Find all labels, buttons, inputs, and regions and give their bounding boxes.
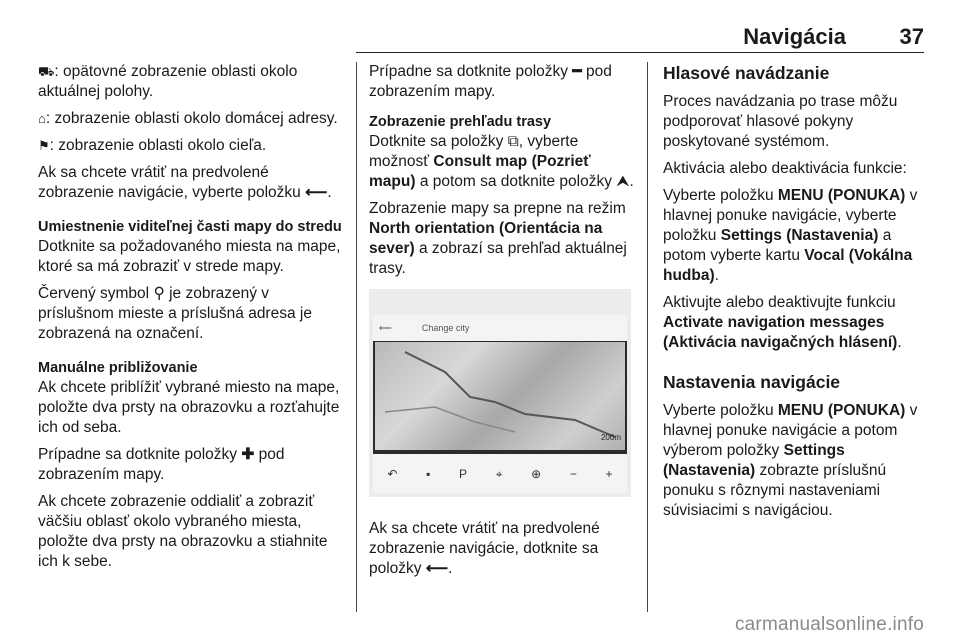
vehicle-icon: ⛟ <box>38 64 55 79</box>
home-icon: ⌂ <box>38 111 46 126</box>
page-title: Navigácia <box>743 24 846 49</box>
minus-icon: ━ <box>572 63 582 80</box>
paragraph: Prípadne sa dotknite položky ✚ pod zobrazením mapy. <box>38 446 285 483</box>
paragraph: Aktivácia alebo deaktivácia funkcie: <box>663 160 907 177</box>
subheading: Umiestnenie viditeľnej časti mapy do stredu <box>38 219 342 235</box>
center-icon: ⊕ <box>531 466 542 481</box>
subheading: Manuálne približovanie <box>38 360 198 376</box>
map-top-label: Change city <box>421 323 470 333</box>
zoom-out-icon: − <box>569 466 577 481</box>
column-1 <box>38 62 344 579</box>
flag-icon: ⚑ <box>38 138 50 153</box>
page-header <box>356 24 924 53</box>
paragraph: Ak chcete priblížiť vybrané miesto na mape, položte dva prsty na obrazovku a rozťahujte ich od seba. <box>38 379 340 436</box>
column-2 <box>369 62 635 586</box>
watermark: carmanualsonline.info <box>734 614 924 635</box>
back-arrow-icon: ⟵ <box>305 184 328 201</box>
paragraph: ⛟: opätovné zobrazenie oblasti okolo aktuálnej polohy. <box>38 63 298 100</box>
zoom-in-icon: + <box>605 466 613 481</box>
back-arrow-icon: ⟵ <box>425 560 449 577</box>
scale-label: 200m <box>600 433 621 442</box>
paragraph: Červený symbol ⚲ je zobrazený v príslušnom mieste a príslušná adresa je zobrazená na označení. <box>38 285 312 342</box>
paragraph: Vyberte položku MENU (PONUKA) v hlavnej ponuke navigácie a potom výberom položky Settings (Nastavenia) zobrazte príslušnú ponuku s rôznymi nastaveniami súvisiacimi s navigáciou. <box>663 402 918 519</box>
column-divider <box>356 62 357 612</box>
back-arrow-icon: ⟵ <box>379 323 392 333</box>
layers-icon: ▪ <box>426 466 431 481</box>
paragraph: Vyberte položku MENU (PONUKA) v hlavnej ponuke navigácie, vyberte položku Settings (Nastavenia) a potom vyberte kartu Vocal (Vokálna hudba). <box>663 187 918 284</box>
paragraph: Ak sa chcete vrátiť na predvolené zobrazenie navigácie, dotknite sa položky ⟵. <box>369 520 600 577</box>
paragraph: ⚑: zobrazenie oblasti okolo cieľa. <box>38 137 267 154</box>
section-heading: Nastavenia navigácie <box>663 372 841 392</box>
map-options-icon: ⧉ <box>507 133 519 150</box>
map-top-bar <box>373 315 627 341</box>
column-3 <box>663 62 928 528</box>
section-heading: Hlasové navádzanie <box>663 63 830 83</box>
map-view <box>375 342 625 450</box>
map-bottom-bar <box>373 454 627 493</box>
paragraph: Ak sa chcete vrátiť na predvolené zobrazenie navigácie, vyberte položku ⟵. <box>38 164 332 201</box>
paragraph: Aktivujte alebo deaktivujte funkciu Activate navigation messages (Aktivácia navigačných hlásení). <box>663 294 902 351</box>
plus-icon: ✚ <box>241 446 255 463</box>
route-icon: ↶ <box>387 466 398 481</box>
paragraph: Proces navádzania po trase môžu podporovať hlasové pokyny poskytované systémom. <box>663 93 898 150</box>
paragraph: ⌂: zobrazenie oblasti okolo domácej adresy. <box>38 110 338 127</box>
page-number: 37 <box>899 24 924 49</box>
poi-icon: ⌖ <box>495 466 503 481</box>
paragraph: Ak chcete zobrazenie oddialiť a zobraziť väčšiu oblasť okolo vybraného miesta, položte dva prsty na obrazovku a stiahnite ich k sebe. <box>38 493 328 570</box>
paragraph: Zobrazenie mapy sa prepne na režim North orientation (Orientácia na sever) a zobrazí sa prehľad aktuálnej trasy. <box>369 200 627 277</box>
north-icon: ⮝ <box>616 173 630 190</box>
map-screenshot <box>369 289 631 497</box>
parking-icon: P <box>459 466 468 481</box>
paragraph: Dotknite sa položky ⧉, vyberte možnosť Consult map (Pozrieť mapu) a potom sa dotknite položky ⮝. <box>369 133 634 190</box>
pin-icon: ⚲ <box>153 285 165 302</box>
subheading: Zobrazenie prehľadu trasy <box>369 114 552 130</box>
paragraph: Dotknite sa požadovaného miesta na mape, ktoré sa má zobraziť v strede mapy. <box>38 238 341 275</box>
column-divider <box>647 62 648 612</box>
paragraph: Prípadne sa dotknite položky ━ pod zobrazením mapy. <box>369 63 612 100</box>
